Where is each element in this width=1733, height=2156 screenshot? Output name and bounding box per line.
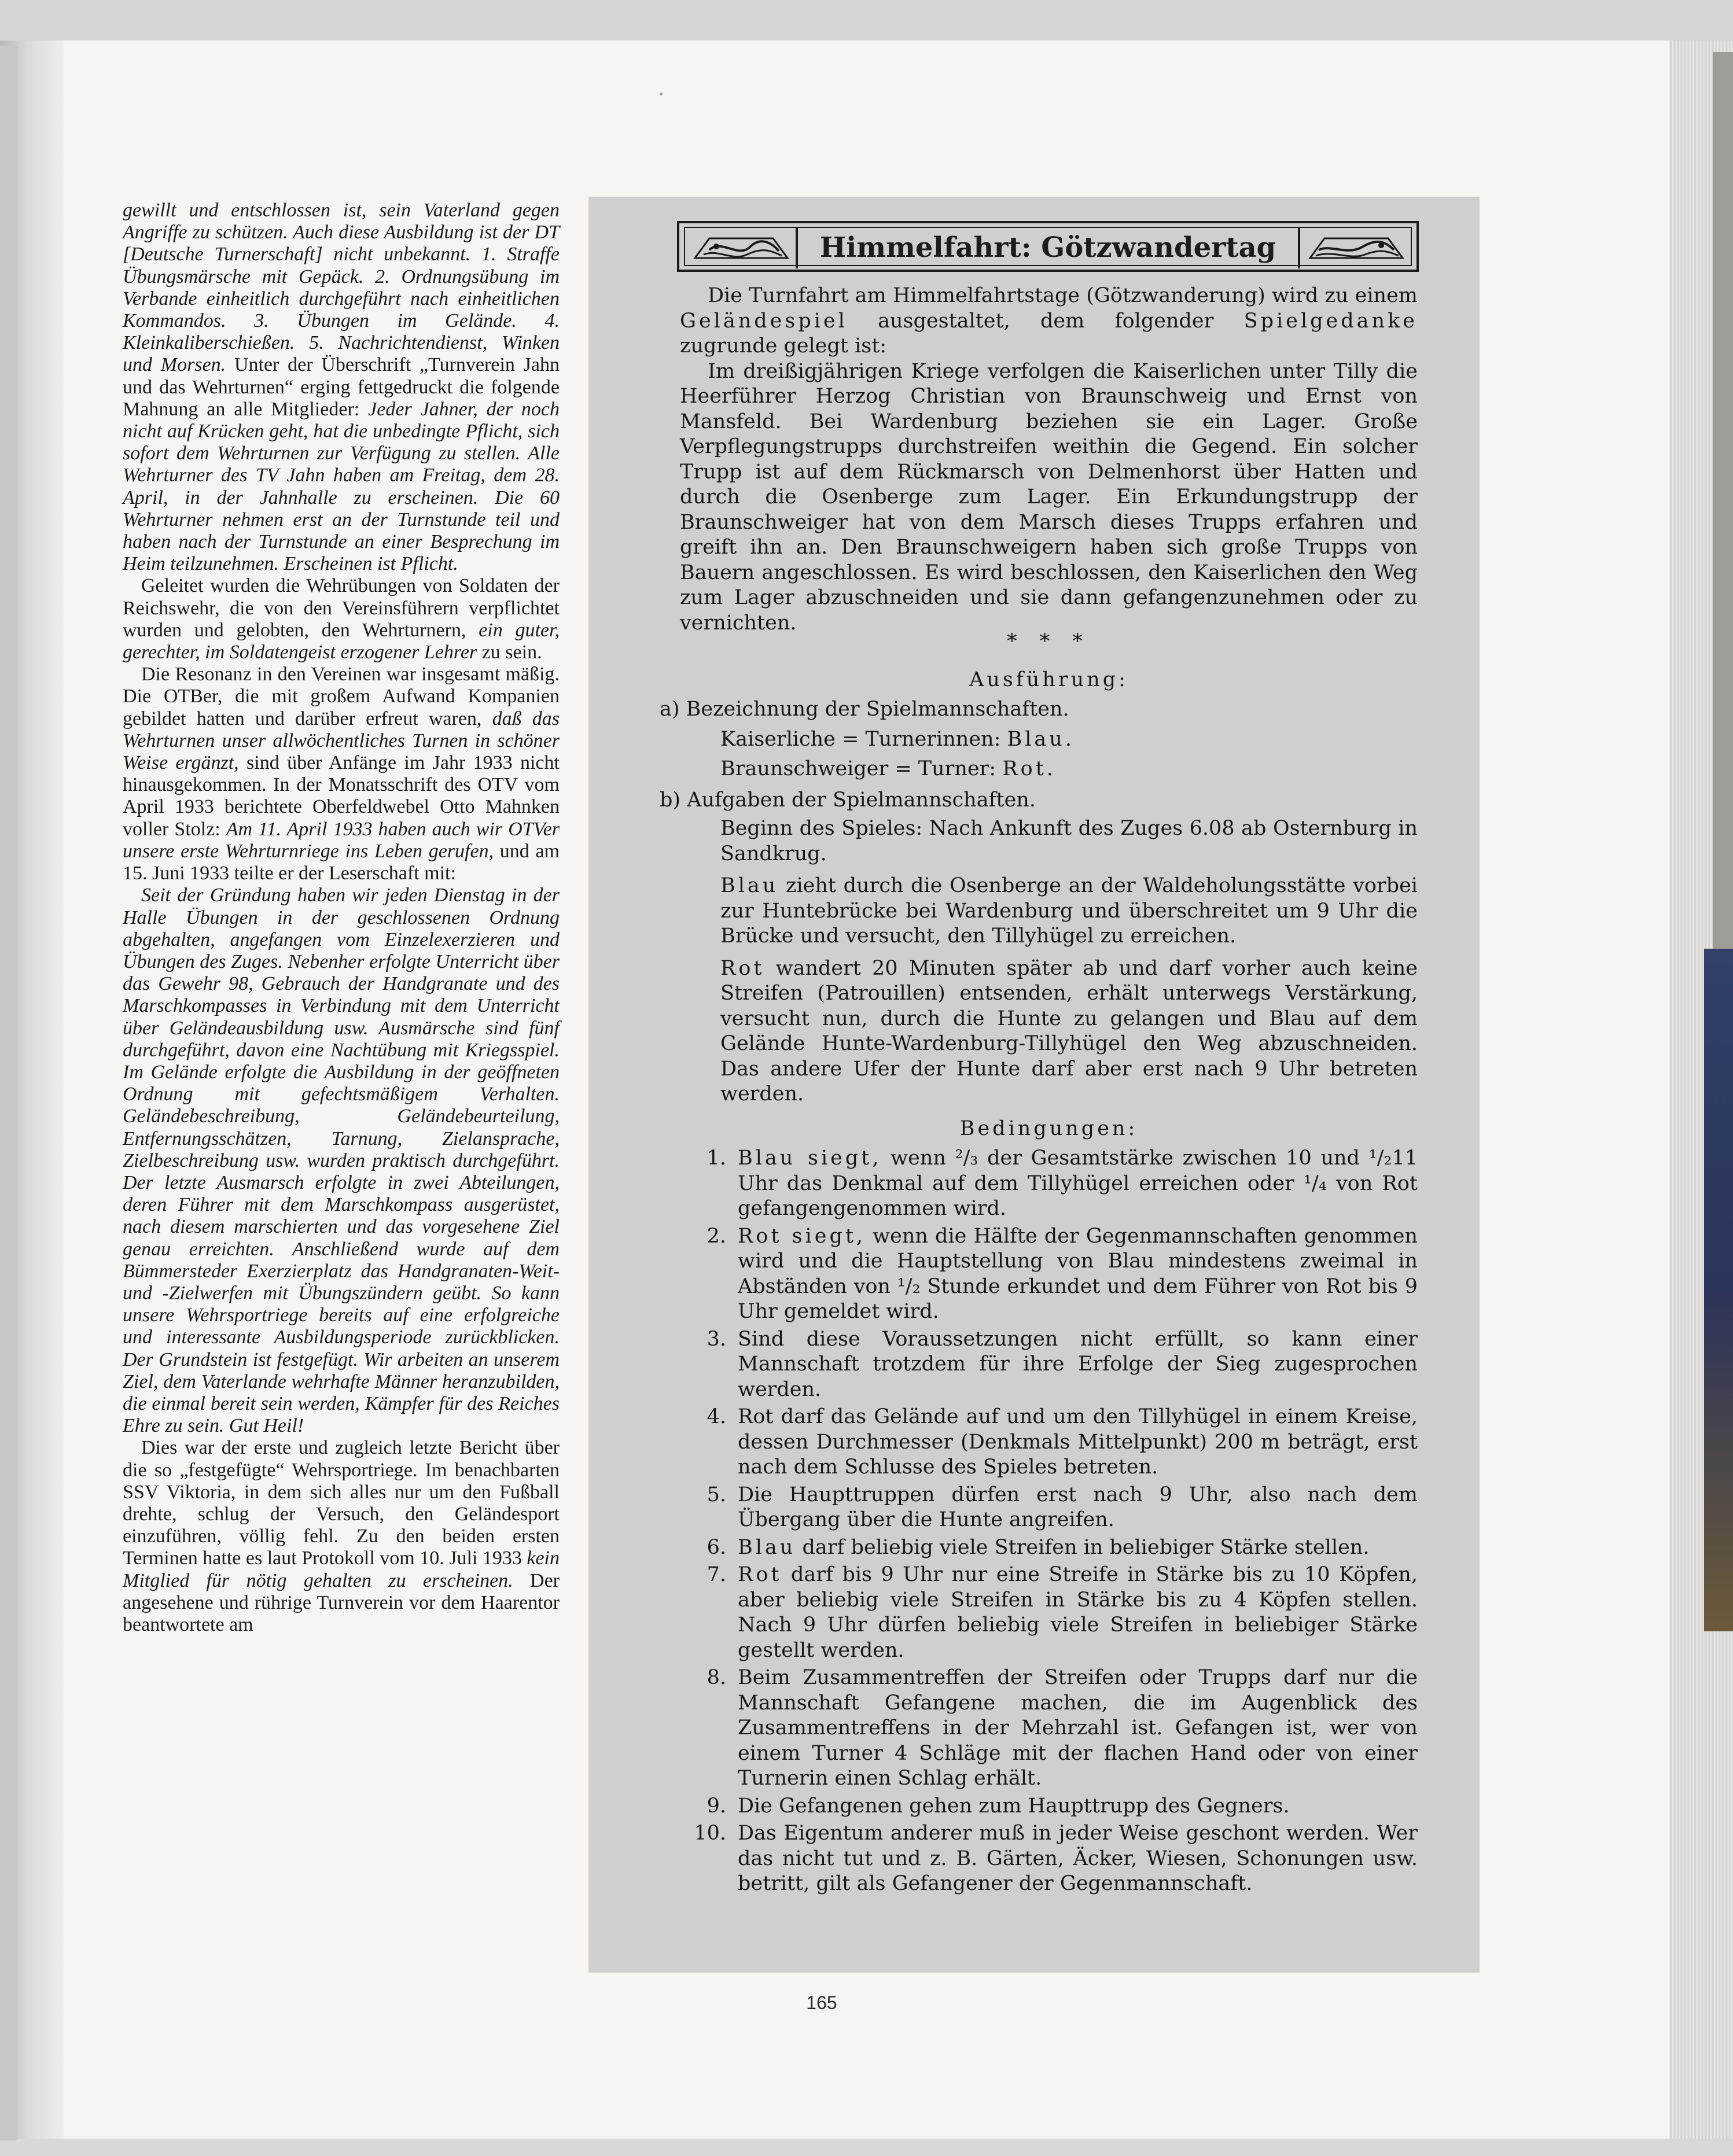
condition-number: 4. bbox=[707, 1405, 726, 1428]
scenario-text: Im dreißigjährigen Kriege verfolgen die Kaiserlichen unter Tilly die Heerführer Herzog Christian von Braunschweig und Ernst von Mansfeld. Bei Wardenburg beziehen sie ein Lager. Große Verpflegungstrupps durchstreifen weithin die Gegend. Ein solcher Trupp ist auf dem Rückmarsch von Delmenhorst über Hatten und durch die Osenberge zum Lager. Ein Erkundungstrupp der Braunschweiger hat von dem Marsch dieses Trupps erfahren und greift ihn an. Den Braunschweigern haben sich große Trupps von Bauern angeschlossen. Es wird beschlossen, den Kaiserlichen den Weg zum Lager abzuschneiden und sie dann gefangenzunehmen oder zu vernichten. bbox=[680, 359, 1418, 635]
condition-text: Das Eigentum anderer muß in jeder Weise geschont werden. Wer das nicht tut und z. B. Gärten, Äcker, Wiesen, Schonungen usw. betritt, gilt als Gefangener der Gegenmannschaft. bbox=[738, 1822, 1418, 1895]
execution-title: Ausführung: bbox=[969, 668, 1128, 691]
condition-item bbox=[680, 1794, 1418, 1819]
condition-number: 1. bbox=[707, 1147, 726, 1170]
left-paragraph: Seit der Gründung haben wir jeden Dienstag in der Halle Übungen in der geschlossenen Ordnung abgehalten, angefangen vom Einzelexerzieren und Übungen des Zuges. Nebenher erfolgte Unterricht über das Gewehr 98, Gebrauch der Handgranate und des Marschkompasses in Verbindung mit dem Unterricht über Geländeausbildung usw. Ausmärsche sind fünf durchgeführt, davon eine Nachtübung mit Kriegsspiel. Im Gelände erfolgte die Ausbildung in der geöffneten Ordnung mit gefechtsmäßigem Verhalten. Geländebeschreibung, Geländebeurteilung, Entfernungsschätzen, Tarnung, Zielansprache, Zielbeschreibung usw. wurden praktisch durchgeführt. Der letzte Ausmarsch erfolgte in zwei Abteilungen, deren Führer mit dem Marschkompass ausgerüstet, nach diesem marschierten und das vorgesehene Ziel genau erreichten. Anschließend wurde auf dem Bümmersteder Exerzierplatz das Handgranaten-Weit- und -Zielwerfen mit Übungszündern geübt. So kann unsere Wehrsportriege bereits auf eine erfolgreiche und interessante Ausbildungsperiode zurückblicken. Der Grundstein ist festgefügt. Wir arbeiten an unserem Ziel, dem Vaterlande wehrhafte Männer heranzubilden, die einmal bereit sein werden, Kämpfer für des Reiches Ehre zu sein. Gut Heil! bbox=[123, 884, 560, 1437]
condition-number: 10. bbox=[694, 1822, 726, 1845]
condition-number: 2. bbox=[707, 1224, 726, 1248]
condition-item bbox=[680, 1535, 1418, 1561]
book-spine bbox=[0, 46, 17, 2140]
conditions-list bbox=[680, 1146, 1418, 1897]
condition-item bbox=[680, 1821, 1418, 1897]
document-heading-box bbox=[677, 221, 1419, 272]
book-cover-edge-dark bbox=[1704, 949, 1733, 1631]
condition-item bbox=[680, 1665, 1418, 1792]
stars-divider: * * * bbox=[1007, 630, 1091, 653]
left-text-column bbox=[123, 200, 560, 1636]
document-execution-block bbox=[660, 629, 1418, 1897]
condition-number: 6. bbox=[707, 1535, 726, 1559]
condition-number: 8. bbox=[707, 1666, 726, 1689]
condition-number: 3. bbox=[707, 1327, 726, 1351]
team-red-line: Braunschweiger = Turner: Rot. bbox=[720, 757, 1056, 780]
condition-item bbox=[680, 1483, 1418, 1533]
condition-number: 7. bbox=[707, 1563, 726, 1586]
condition-item bbox=[680, 1224, 1418, 1325]
condition-text: Die Gefangenen gehen zum Haupttrupp des Gegners. bbox=[738, 1794, 1290, 1818]
condition-text: Rot darf das Gelände auf und um den Tillyhügel in einem Kreise, dessen Durchmesser (Denkmals Mittelpunkt) 200 m beträgt, erst nach dem Schlusse des Spieles betreten. bbox=[738, 1405, 1418, 1479]
ornament-right-icon bbox=[1298, 228, 1411, 268]
section-b: b) Aufgaben der Spielmannschaften. bbox=[660, 788, 1036, 812]
document-heading: Himmelfahrt: Götzwandertag bbox=[819, 231, 1276, 264]
section-a: a) Bezeichnung der Spielmannschaften. bbox=[660, 698, 1069, 721]
condition-item bbox=[680, 1327, 1418, 1403]
condition-item bbox=[680, 1562, 1418, 1663]
left-paragraph: Die Resonanz in den Vereinen war insgesamt mäßig. Die OTBer, die mit großem Aufwand Kompanien gebildet hatten und darüber erfreut waren, daß das Wehrturnen unser allwöchentliches Turnen in schöner Weise ergänzt, sind über Anfänge im Jahr 1933 nicht hinausgekommen. In der Monatsschrift des OTV vom April 1933 berichtete Oberfeldwebel Otto Mahnken voller Stolz: Am 11. April 1933 haben auch wir OTVer unsere erste Wehrturnriege ins Leben gerufen, und am 15. Juni 1933 teilte er der Leserschaft mit: bbox=[123, 664, 560, 884]
conditions-title: Bedingungen: bbox=[959, 1116, 1138, 1140]
left-paragraph: Dies war der erste und zugleich letzte Bericht über die so „festgefügte“ Wehrsportriege. Im benachbarten SSV Viktoria, in dem sich alles nur um den Fußball drehte, schlug der Versuch, den Geländesport einzuführen, völlig fehl. Zu den beiden ersten Terminen hatte es laut Protokoll vom 10. Juli 1933 kein Mitglied für nötig gehalten zu erscheinen. Der angesehene und rührige Turnverein vor dem Haarentor beantwortete am bbox=[123, 1437, 560, 1635]
condition-text: Die Haupttruppen dürfen erst nach 9 Uhr, also nach dem Übergang über die Hunte angreifen. bbox=[738, 1483, 1418, 1531]
condition-text: Blau siegt, wenn ²/₃ der Gesamtstärke zwischen 10 und ¹/₂11 Uhr das Denkmal auf dem Tillyhügel erreichen oder ¹/₄ von Rot gefangengenommen wird. bbox=[738, 1147, 1418, 1220]
condition-text: Blau darf beliebig viele Streifen in beliebiger Stärke stellen. bbox=[738, 1535, 1370, 1559]
book-cover-edge-right bbox=[1713, 52, 1733, 949]
speck bbox=[660, 93, 663, 95]
condition-number: 9. bbox=[707, 1794, 726, 1818]
ornament-left-icon bbox=[685, 228, 798, 268]
condition-text: Beim Zusammentreffen der Streifen oder Trupps darf nur die Mannschaft Gefangene machen, die im Augenblick des Zusammentreffens in der Mehrzahl ist. Gefangen ist, wer von einem Turner 4 Schläge mit der flachen Hand oder von einer Turnerin einen Schlag erhält. bbox=[738, 1666, 1418, 1790]
condition-text: Sind diese Voraussetzungen nicht erfüllt, so kann einer Mannschaft trotzdem für ihre Erfolge der Sieg zugesprochen werden. bbox=[738, 1327, 1418, 1401]
condition-text: Rot siegt, wenn die Hälfte der Gegenmannschaften genommen wird und die Hauptstellung von Blau mindestens zweimal in Abständen von ¹/₂ Stunde erkundet und dem Führer von Rot bis 9 Uhr gemeldet wird. bbox=[738, 1224, 1418, 1323]
left-paragraph: gewillt und entschlossen ist, sein Vaterland gegen Angriffe zu schützen. Auch diese Ausbildung ist der DT [Deutsche Turnerschaft] nicht unbekannt. 1. Straffe Übungsmärsche mit Gepäck. 2. Ordnungsübung im Verbande einheitlich durchgeführt nach einheitlichen Kommandos. 3. Übungen im Gelände. 4. Kleinkaliberschießen. 5. Nachrichtendienst, Winken und Morsen. Unter der Überschrift „Turnverein Jahn und das Wehrturnen“ erging fettgedruckt die folgende Mahnung an alle Mitglieder: Jeder Jahner, der noch nicht auf Krücken geht, hat die unbedingte Pflicht, sich sofort dem Wehrturnen zur Verfügung zu stellen. Alle Wehrturner des TV Jahn haben am Freitag, dem 28. April, in der Jahnhalle zu erscheinen. Die 60 Wehrturner nehmen erst an der Turnstunde teil und haben nach der Turnstunde an einer Besprechung im Heim teilzunehmen. Erscheinen ist Pflicht. bbox=[123, 200, 560, 575]
condition-item bbox=[680, 1146, 1418, 1222]
blue-task-text: Blau zieht durch die Osenberge an der Waldeholungsstätte vorbei zur Huntebrücke bei Wardenburg und überschreitet um 9 Uhr die Brücke und versucht, den Tillyhügel zu erreichen. bbox=[720, 874, 1418, 948]
page-number: 165 bbox=[806, 1992, 837, 2013]
intro-text: Die Turnfahrt am Himmelfahrtstage (Götzwanderung) wird zu einem Geländespiel ausgestaltet, dem folgender Spielgedanke zugrunde gelegt ist: bbox=[680, 284, 1418, 358]
game-start-text: Beginn des Spieles: Nach Ankunft des Zuges 6.08 ab Osternburg in Sandkrug. bbox=[720, 817, 1418, 865]
condition-text: Rot darf bis 9 Uhr nur eine Streife in Stärke bis zu 10 Köpfen, aber beliebig viele Streifen in Stärke bis zu 4 Köpfen stellen. Nach 9 Uhr dürfen beliebig viele Streifen in beliebiger Stärke gestellt werden. bbox=[738, 1563, 1418, 1662]
document-intro-block bbox=[680, 283, 1418, 636]
red-task-text: Rot wandert 20 Minuten später ab und darf vorher auch keine Streifen (Patrouillen) entsenden, erhält unterwegs Verstärkung, versucht nun, durch die Hunte zu gelangen und Blau auf dem Gelände Hunte-Wardenburg-Tillyhügel den Weg abzuschneiden. Das andere Ufer der Hunte darf aber erst nach 9 Uhr betreten werden. bbox=[720, 956, 1418, 1105]
condition-item bbox=[680, 1405, 1418, 1480]
condition-number: 5. bbox=[707, 1483, 726, 1506]
left-paragraph: Geleitet wurden die Wehrübungen von Soldaten der Reichswehr, die von den Vereinsführern verpflichtet wurden und gelobten, den Wehrturnern, ein guter, gerechter, im Soldatengeist erzogener Lehrer zu sein. bbox=[123, 575, 560, 664]
team-blue-line: Kaiserliche = Turnerinnen: Blau. bbox=[720, 727, 1075, 751]
